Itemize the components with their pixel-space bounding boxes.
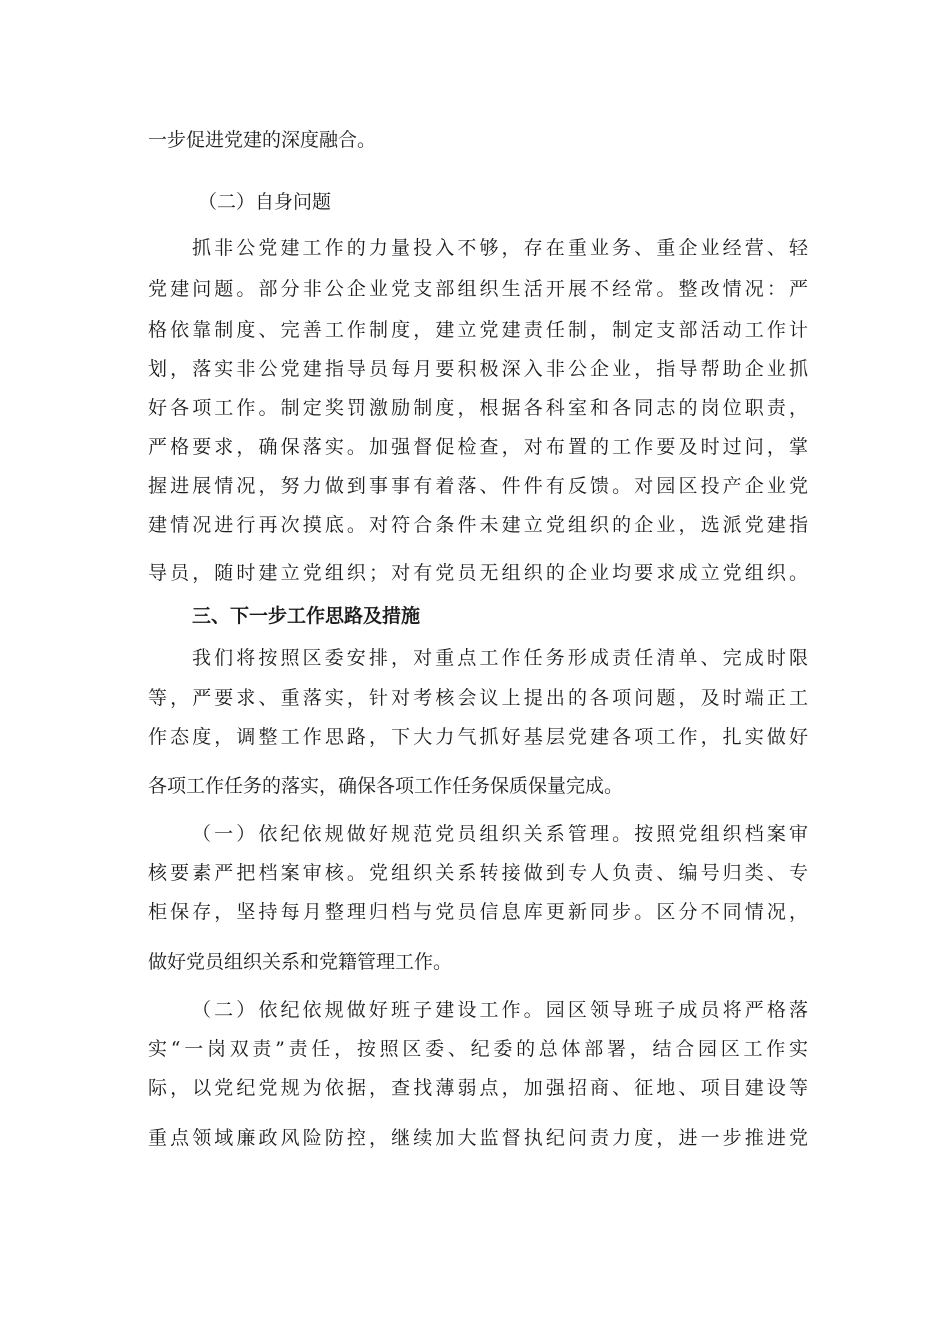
body-text-line: 重点领域廉政风险防控，继续加大监督执纪问责力度，进一步推进党 (148, 1127, 808, 1149)
body-text-line: 际，以党纪党规为依据，查找薄弱点，加强招商、征地、项目建设等 (148, 1077, 808, 1099)
body-text-line: 等，严要求、重落实，针对考核会议上提出的各项问题，及时端正工 (148, 687, 808, 709)
body-text-line: 各项工作任务的落实，确保各项工作任务保质保量完成。 (148, 775, 624, 797)
body-text-line: 作态度，调整工作思路，下大力气抓好基层党建各项工作，扎实做好 (148, 726, 808, 748)
body-text-line: 严格要求，确保落实。加强督促检查，对布置的工作要及时过问，掌 (148, 436, 808, 458)
body-text-line: 一步促进党建的深度融合。 (148, 129, 377, 151)
body-text-line: 划，落实非公党建指导员每月要积极深入非公企业，指导帮助企业抓 (148, 358, 808, 380)
body-text-line: 实“一岗双责”责任，按照区委、纪委的总体部署，结合园区工作实 (148, 1038, 808, 1060)
body-text-line: 导员，随时建立党组织；对有党员无组织的企业均要求成立党组织。 (148, 562, 808, 584)
body-text-line: （二）依纪依规做好班子建设工作。园区领导班子成员将严格落 (192, 999, 808, 1021)
body-text-line: 核要素严把档案审核。党组织关系转接做到专人负责、编号归类、专 (148, 862, 808, 884)
body-text-line: （二）自身问题 (198, 191, 332, 213)
body-text-line: 格依靠制度、完善工作制度，建立党建责任制，制定支部活动工作计 (148, 319, 808, 341)
body-text-line: 握进展情况，努力做到事事有着落、件件有反馈。对园区投产企业党 (148, 475, 808, 497)
body-text-line: 党建问题。部分非公企业党支部组织生活开展不经常。整改情况：严 (148, 278, 808, 300)
section-heading: 三、下一步工作思路及措施 (192, 605, 421, 627)
body-text-line: 我们将按照区委安排，对重点工作任务形成责任清单、完成时限 (192, 647, 808, 669)
body-text-line: 好各项工作。制定奖罚激励制度，根据各科室和各同志的岗位职责， (148, 397, 808, 419)
body-text-line: 柜保存，坚持每月整理归档与党员信息库更新同步。区分不同情况， (148, 901, 808, 923)
body-text-line: 抓非公党建工作的力量投入不够，存在重业务、重企业经营、轻 (192, 237, 808, 259)
body-text-line: （一）依纪依规做好规范党员组织关系管理。按照党组织档案审 (192, 823, 808, 845)
body-text-line: 建情况进行再次摸底。对符合条件未建立党组织的企业，选派党建指 (148, 514, 808, 536)
body-text-line: 做好党员组织关系和党籍管理工作。 (148, 951, 453, 973)
